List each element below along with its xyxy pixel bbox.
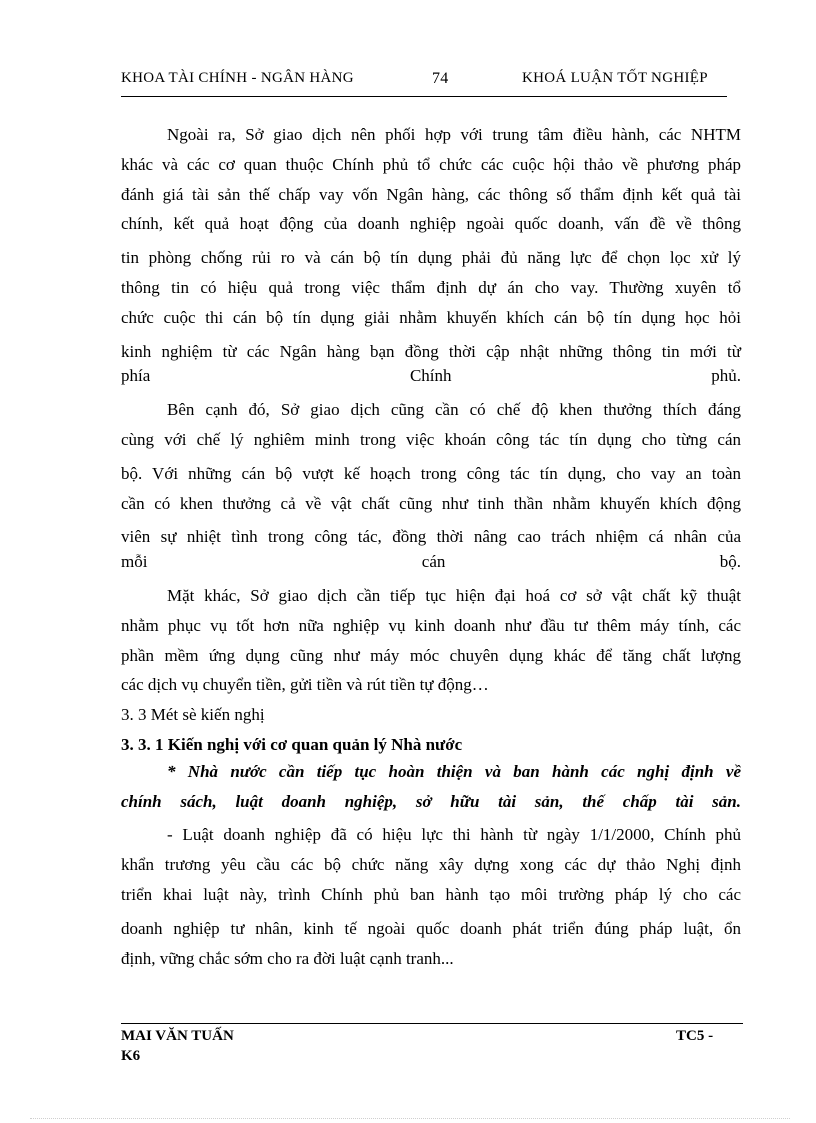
paragraph-1-line: khác và các cơ quan thuộc Chính phủ tổ chức các cuộc hội thảo về phương pháp — [121, 154, 741, 174]
paragraph-4-line: triển khai luật này, trình Chính phủ ban hành tạo môi trường pháp lý cho các — [121, 884, 741, 904]
page-edge-dots — [30, 1118, 790, 1119]
document-body — [121, 120, 741, 973]
header-faculty: KHOA TÀI CHÍNH - NGÂN HÀNG — [121, 70, 354, 86]
header-thesis-title: KHOÁ LUẬN TỐT NGHIỆP — [522, 70, 708, 86]
paragraph-1-line: chức cuộc thi cán bộ tín dụng giải nhằm khuyến khích cán bộ tín dụng học hỏi — [121, 307, 741, 327]
paragraph-2-line: Bên cạnh đó, Sở giao dịch cũng cần có chế độ khen thưởng thích đáng — [167, 400, 741, 420]
paragraph-4-line: - Luật doanh nghiệp đã có hiệu lực thi hành từ ngày 1/1/2000, Chính phủ — [167, 825, 741, 845]
paragraph-1-line: phía Chính phủ. — [121, 366, 741, 386]
paragraph-4-line: định, vững chắc sớm cho ra đời luật cạnh tranh... — [121, 948, 454, 968]
paragraph-1-line: tin phòng chống rủi ro và cán bộ tín dụng phải đủ năng lực để chọn lọc xử lý — [121, 248, 741, 268]
paragraph-3-line: phần mềm ứng dụng cũng như máy móc chuyên dụng khác để tăng chất lượng — [121, 645, 741, 665]
paragraph-1-line: kinh nghiệm từ các Ngân hàng bạn đồng thời cập nhật những thông tin mới từ — [121, 341, 741, 361]
paragraph-4-line: doanh nghiệp tư nhân, kinh tế ngoài quốc doanh phát triển đúng pháp luật, ổn — [121, 918, 741, 938]
paragraph-1-line: thông tin có hiệu quả trong việc thẩm định dự án cho vay. Thường xuyên tổ — [121, 277, 741, 297]
paragraph-4-line: khẩn trương yêu cầu các bộ chức năng xây dựng xong các dự thảo Nghị định — [121, 855, 741, 875]
section-heading: 3. 3 Mét sè kiến nghị — [121, 705, 265, 725]
header-divider — [121, 96, 727, 97]
paragraph-2-line: mỗi cán bộ. — [121, 552, 741, 572]
paragraph-3-line: các dịch vụ chuyển tiền, gửi tiền và rút tiền tự động… — [121, 675, 489, 695]
paragraph-1-line: chính, kết quả hoạt động của doanh nghiệp ngoài quốc doanh, vấn đề về thông — [121, 214, 741, 234]
page-number: 74 — [432, 70, 449, 87]
footer-class-continued: K6 — [121, 1048, 141, 1064]
paragraph-3-line: Mặt khác, Sở giao dịch cần tiếp tục hiện đại hoá cơ sở vật chất kỹ thuật — [167, 585, 741, 605]
paragraph-2-line: bộ. Với những cán bộ vượt kế hoạch trong công tác tín dụng, cho vay an toàn — [121, 463, 741, 483]
footer-class: TC5 - — [676, 1028, 714, 1044]
paragraph-2-line: cần có khen thưởng cả về vật chất cũng như tinh thần nhằm khuyến khích động — [121, 493, 741, 513]
footer-divider — [121, 1023, 743, 1024]
emphasis-line: * Nhà nước cần tiếp tục hoàn thiện và ban hành các nghị định về — [167, 761, 741, 781]
paragraph-2-line: cùng với chế lý nghiêm minh trong việc khoán công tác tín dụng cho từng cán — [121, 429, 741, 449]
paragraph-1-line: đánh giá tài sản thế chấp vay vốn Ngân hàng, các thông số thẩm định kết quả tài — [121, 184, 741, 204]
emphasis-line: chính sách, luật doanh nghiệp, sở hữu tài sản, thế chấp tài sản. — [121, 791, 741, 811]
paragraph-1-line: Ngoài ra, Sở giao dịch nên phối hợp với trung tâm điều hành, các NHTM — [167, 125, 741, 144]
subsection-heading: 3. 3. 1 Kiến nghị với cơ quan quản lý Nhà nước — [121, 734, 463, 754]
footer-author: MAI VĂN TUẤN — [121, 1028, 234, 1044]
paragraph-2-line: viên sự nhiệt tình trong công tác, đồng thời nâng cao trách nhiệm cá nhân của — [121, 527, 741, 547]
paragraph-3-line: nhằm phục vụ tốt hơn nữa nghiệp vụ kinh doanh như đầu tư thêm máy tính, các — [121, 615, 741, 635]
